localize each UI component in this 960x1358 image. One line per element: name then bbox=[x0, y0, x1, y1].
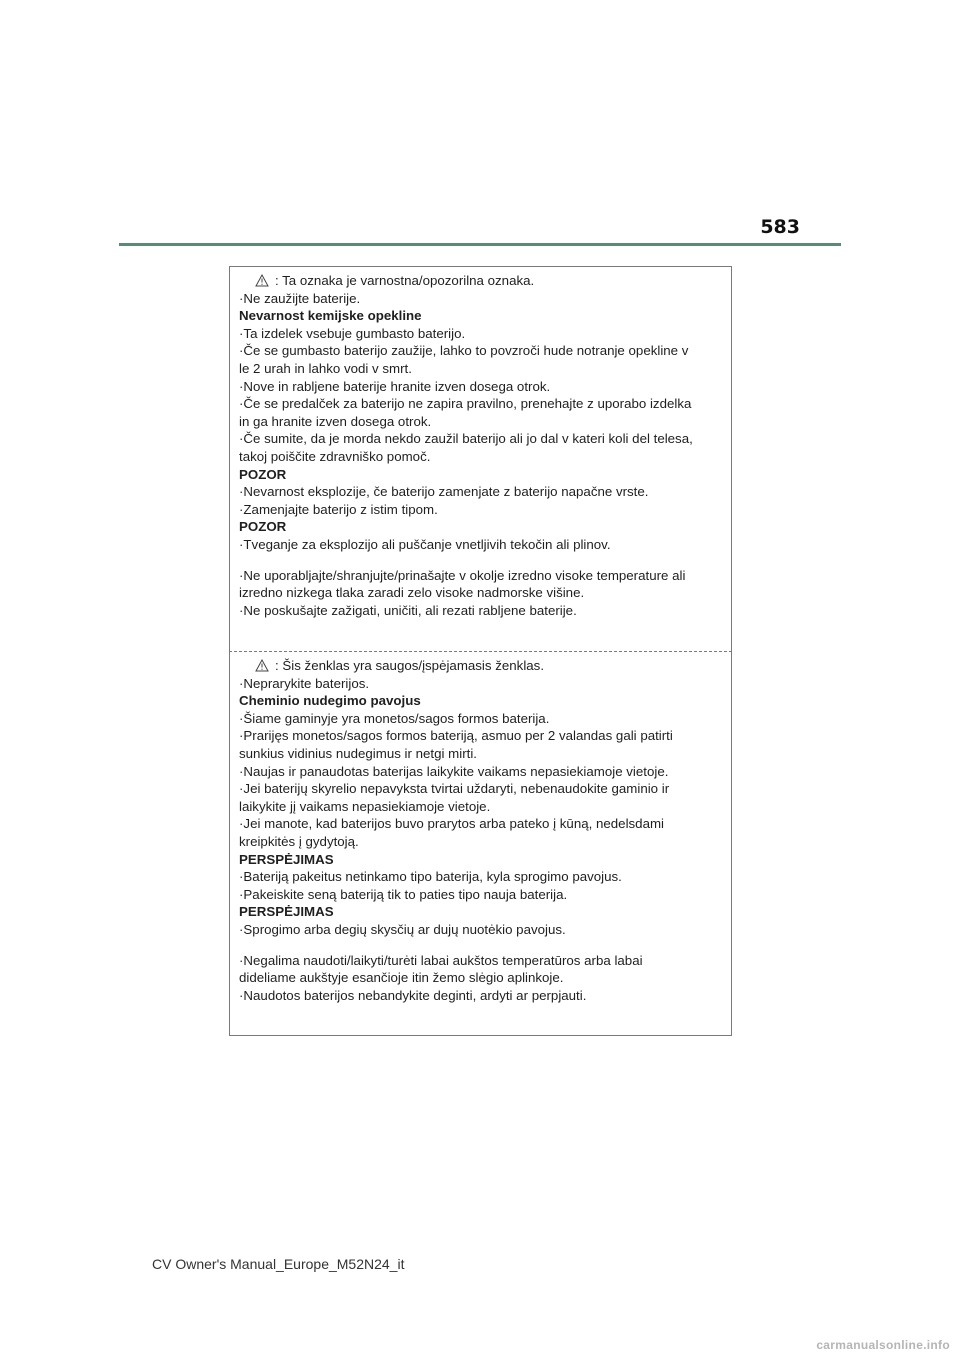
list-item: ·Sprogimo arba degių skysčių ar dujų nuotėkio pavojus. bbox=[239, 921, 566, 937]
watermark: carmanualsonline.info bbox=[816, 1338, 950, 1352]
list-item: dideliame aukštyje esančioje itin žemo slėgio aplinkoje. bbox=[239, 970, 564, 986]
page-number: 583 bbox=[760, 216, 800, 238]
list-item: ·Pakeiskite seną bateriją tik to paties tipo nauja baterija. bbox=[239, 886, 568, 902]
section-heading: POZOR bbox=[239, 519, 287, 535]
list-item: ·Ta izdelek vsebuje gumbasto baterijo. bbox=[239, 325, 466, 341]
list-item: takoj poiščite zdravniško pomoč. bbox=[239, 448, 431, 464]
document-footer: CV Owner's Manual_Europe_M52N24_it bbox=[152, 1256, 405, 1272]
warning-line bbox=[239, 272, 717, 290]
list-item: ·Ne uporabljajte/shranjujte/prinašajte v okolje izredno visoke temperature ali bbox=[239, 567, 686, 583]
list-item: ·Neprarykite baterijos. bbox=[239, 675, 370, 691]
list-item: ·Nove in rabljene baterije hranite izven dosega otrok. bbox=[239, 378, 551, 394]
warning-line-text: : Šis ženklas yra saugos/įspėjamasis ženklas. bbox=[275, 658, 545, 673]
list-item: ·Šiame gaminyje yra monetos/sagos formos baterija. bbox=[239, 710, 550, 726]
warning-line bbox=[239, 657, 717, 675]
section-heading: POZOR bbox=[239, 466, 287, 482]
header-rule bbox=[119, 243, 841, 246]
list-item: ·Zamenjajte baterijo z istim tipom. bbox=[239, 501, 438, 517]
list-item: ·Če sumite, da je morda nekdo zaužil baterijo ali jo dal v kateri koli del telesa, bbox=[239, 431, 693, 447]
list-item: le 2 urah in lahko vodi v smrt. bbox=[239, 360, 412, 376]
list-item: ·Če se predalček za baterijo ne zapira pravilno, prenehajte z uporabo izdelka bbox=[239, 396, 692, 412]
list-item: ·Negalima naudoti/laikyti/turėti labai aukštos temperatūros arba labai bbox=[239, 952, 643, 968]
list-item: ·Ne poskušajte zažigati, uničiti, ali rezati rabljene baterije. bbox=[239, 602, 577, 618]
lithuanian-warning-section bbox=[239, 657, 717, 1004]
list-item: izredno nizkega tlaka zaradi zelo visoke nadmorske višine. bbox=[239, 585, 585, 601]
list-item: ·Tveganje za eksplozijo ali puščanje vnetljivih tekočin ali plinov. bbox=[239, 536, 611, 552]
list-item: laikykite jį vaikams nepasiekiamoje vietoje. bbox=[239, 798, 491, 814]
warning-line-text: : Ta oznaka je varnostna/opozorilna oznaka. bbox=[275, 273, 535, 288]
list-item: ·Jei baterijų skyrelio nepavyksta tvirtai uždaryti, nebenaudokite gaminio ir bbox=[239, 781, 670, 797]
list-item: ·Naudotos baterijos nebandykite deginti, ardyti ar perpjauti. bbox=[239, 987, 587, 1003]
warning-triangle-icon bbox=[255, 659, 269, 672]
list-item: kreipkitės į gydytoją. bbox=[239, 833, 359, 849]
warning-triangle-icon bbox=[255, 274, 269, 287]
section-heading: PERSPĖJIMAS bbox=[239, 851, 334, 867]
list-item: ·Naujas ir panaudotas baterijas laikykite vaikams nepasiekiamoje vietoje. bbox=[239, 763, 669, 779]
label-divider bbox=[229, 651, 732, 652]
list-item: ·Prarijęs monetos/sagos formos bateriją, asmuo per 2 valandas gali patirti bbox=[239, 728, 673, 744]
list-item: sunkius vidinius nudegimus ir netgi mirti. bbox=[239, 745, 477, 761]
list-item: ·Nevarnost eksplozije, če baterijo zamenjate z baterijo napačne vrste. bbox=[239, 484, 649, 500]
section-heading: Cheminio nudegimo pavojus bbox=[239, 693, 421, 709]
list-item: ·Jei manote, kad baterijos buvo prarytos arba pateko į kūną, nedelsdami bbox=[239, 816, 665, 832]
slovenian-warning-section bbox=[239, 272, 717, 619]
section-heading: Nevarnost kemijske opekline bbox=[239, 308, 422, 324]
list-item: ·Ne zaužijte baterije. bbox=[239, 290, 361, 306]
section-heading: PERSPĖJIMAS bbox=[239, 904, 334, 920]
list-item: ·Če se gumbasto baterijo zaužije, lahko to povzroči hude notranje opekline v bbox=[239, 343, 689, 359]
list-item: ·Bateriją pakeitus netinkamo tipo baterija, kyla sprogimo pavojus. bbox=[239, 869, 622, 885]
list-item: in ga hranite izven dosega otrok. bbox=[239, 413, 432, 429]
